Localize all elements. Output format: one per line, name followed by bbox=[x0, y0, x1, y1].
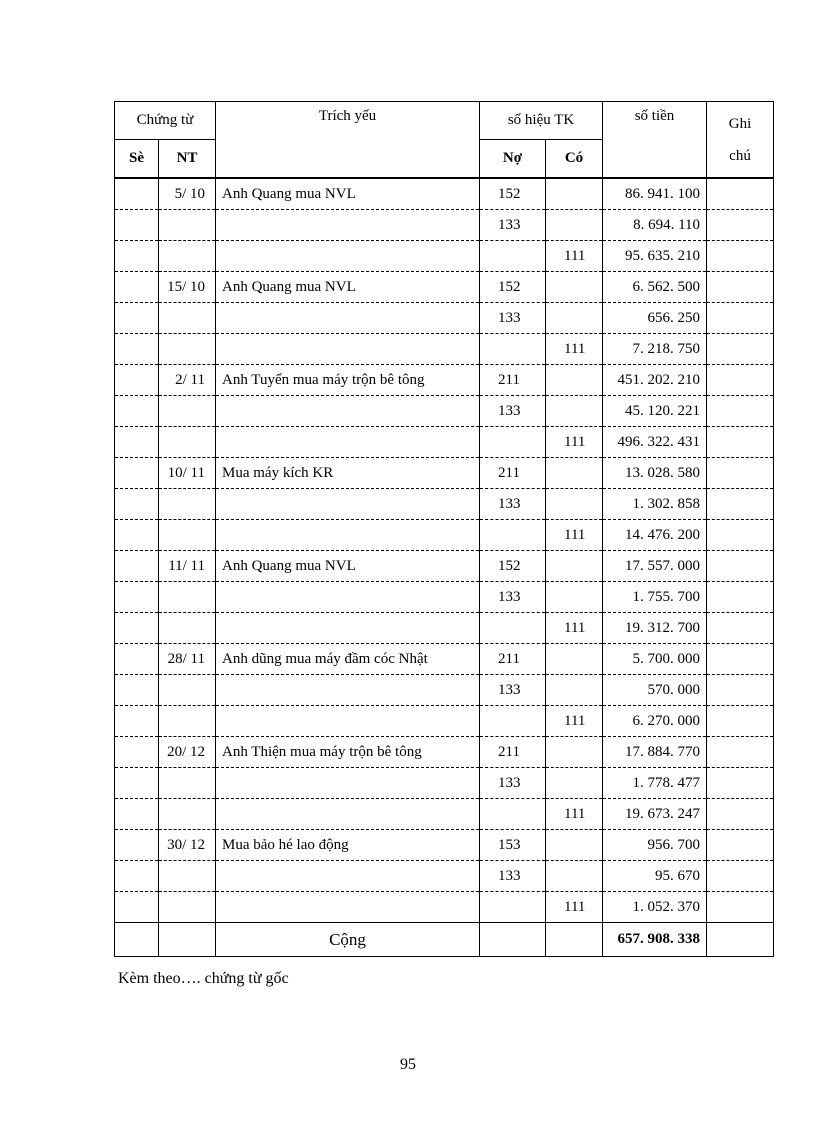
nt-cell bbox=[159, 334, 216, 365]
nt-cell: 5/ 10 bbox=[159, 178, 216, 210]
table-row bbox=[115, 551, 774, 582]
description-cell bbox=[216, 768, 480, 799]
note-cell bbox=[707, 892, 774, 923]
description-cell bbox=[216, 799, 480, 830]
credit-account-cell bbox=[546, 737, 603, 768]
description-cell bbox=[216, 334, 480, 365]
se-cell bbox=[115, 551, 159, 582]
debit-account-cell bbox=[480, 334, 546, 365]
description-cell: Anh dũng mua máy đầm cóc Nhật bbox=[216, 644, 480, 675]
note-cell bbox=[707, 178, 774, 210]
header-no: Nợ bbox=[480, 140, 546, 179]
description-cell bbox=[216, 582, 480, 613]
se-cell bbox=[115, 241, 159, 272]
credit-account-cell: 111 bbox=[546, 334, 603, 365]
credit-account-cell: 111 bbox=[546, 706, 603, 737]
se-cell bbox=[115, 830, 159, 861]
amount-cell: 17. 884. 770 bbox=[603, 737, 707, 768]
description-cell: Mua máy kích KR bbox=[216, 458, 480, 489]
ledger-table bbox=[114, 101, 774, 957]
debit-account-cell: 152 bbox=[480, 272, 546, 303]
description-cell bbox=[216, 675, 480, 706]
credit-account-cell: 111 bbox=[546, 613, 603, 644]
nt-cell bbox=[159, 241, 216, 272]
total-no-cell bbox=[480, 923, 546, 957]
debit-account-cell: 133 bbox=[480, 582, 546, 613]
se-cell bbox=[115, 520, 159, 551]
credit-account-cell bbox=[546, 644, 603, 675]
nt-cell bbox=[159, 582, 216, 613]
se-cell bbox=[115, 892, 159, 923]
amount-cell: 17. 557. 000 bbox=[603, 551, 707, 582]
amount-cell: 95. 635. 210 bbox=[603, 241, 707, 272]
header-trich-yeu: Trích yếu bbox=[216, 102, 480, 179]
total-nt-cell bbox=[159, 923, 216, 957]
amount-cell: 1. 755. 700 bbox=[603, 582, 707, 613]
table-row bbox=[115, 768, 774, 799]
table-row bbox=[115, 892, 774, 923]
note-cell bbox=[707, 365, 774, 396]
se-cell bbox=[115, 396, 159, 427]
note-cell bbox=[707, 489, 774, 520]
credit-account-cell bbox=[546, 675, 603, 706]
nt-cell bbox=[159, 210, 216, 241]
note-cell bbox=[707, 644, 774, 675]
credit-account-cell bbox=[546, 272, 603, 303]
total-row bbox=[115, 923, 774, 957]
description-cell bbox=[216, 613, 480, 644]
table-row bbox=[115, 582, 774, 613]
debit-account-cell: 211 bbox=[480, 458, 546, 489]
table-body bbox=[115, 178, 774, 957]
debit-account-cell: 133 bbox=[480, 861, 546, 892]
debit-account-cell bbox=[480, 706, 546, 737]
amount-cell: 95. 670 bbox=[603, 861, 707, 892]
debit-account-cell: 133 bbox=[480, 210, 546, 241]
nt-cell bbox=[159, 706, 216, 737]
se-cell bbox=[115, 272, 159, 303]
amount-cell: 8. 694. 110 bbox=[603, 210, 707, 241]
se-cell bbox=[115, 178, 159, 210]
table-row bbox=[115, 458, 774, 489]
table-row bbox=[115, 427, 774, 458]
note-cell bbox=[707, 737, 774, 768]
se-cell bbox=[115, 365, 159, 396]
nt-cell: 15/ 10 bbox=[159, 272, 216, 303]
header-se: Sè bbox=[115, 140, 159, 179]
total-se-cell bbox=[115, 923, 159, 957]
description-cell: Anh Quang mua NVL bbox=[216, 178, 480, 210]
nt-cell bbox=[159, 675, 216, 706]
header-nt: NT bbox=[159, 140, 216, 179]
nt-cell bbox=[159, 489, 216, 520]
description-cell bbox=[216, 520, 480, 551]
total-label: Cộng bbox=[216, 923, 480, 957]
description-cell bbox=[216, 303, 480, 334]
note-cell bbox=[707, 675, 774, 706]
debit-account-cell bbox=[480, 613, 546, 644]
table-row bbox=[115, 303, 774, 334]
amount-cell: 1. 778. 477 bbox=[603, 768, 707, 799]
note-cell bbox=[707, 582, 774, 613]
amount-cell: 570. 000 bbox=[603, 675, 707, 706]
credit-account-cell bbox=[546, 210, 603, 241]
note-cell bbox=[707, 551, 774, 582]
credit-account-cell: 111 bbox=[546, 520, 603, 551]
se-cell bbox=[115, 613, 159, 644]
se-cell bbox=[115, 768, 159, 799]
note-cell bbox=[707, 334, 774, 365]
amount-cell: 19. 673. 247 bbox=[603, 799, 707, 830]
amount-cell: 7. 218. 750 bbox=[603, 334, 707, 365]
debit-account-cell: 211 bbox=[480, 365, 546, 396]
debit-account-cell bbox=[480, 427, 546, 458]
description-cell bbox=[216, 427, 480, 458]
nt-cell: 28/ 11 bbox=[159, 644, 216, 675]
note-cell bbox=[707, 458, 774, 489]
se-cell bbox=[115, 210, 159, 241]
description-cell: Anh Quang mua NVL bbox=[216, 551, 480, 582]
debit-account-cell: 133 bbox=[480, 675, 546, 706]
credit-account-cell bbox=[546, 830, 603, 861]
debit-account-cell: 211 bbox=[480, 737, 546, 768]
description-cell bbox=[216, 396, 480, 427]
amount-cell: 956. 700 bbox=[603, 830, 707, 861]
debit-account-cell: 133 bbox=[480, 489, 546, 520]
se-cell bbox=[115, 706, 159, 737]
se-cell bbox=[115, 458, 159, 489]
se-cell bbox=[115, 644, 159, 675]
header-co: Có bbox=[546, 140, 603, 179]
amount-cell: 14. 476. 200 bbox=[603, 520, 707, 551]
debit-account-cell: 133 bbox=[480, 768, 546, 799]
nt-cell bbox=[159, 303, 216, 334]
note-cell bbox=[707, 427, 774, 458]
debit-account-cell bbox=[480, 520, 546, 551]
credit-account-cell bbox=[546, 365, 603, 396]
note-cell bbox=[707, 272, 774, 303]
nt-cell bbox=[159, 427, 216, 458]
credit-account-cell bbox=[546, 396, 603, 427]
table-row bbox=[115, 520, 774, 551]
note-cell bbox=[707, 303, 774, 334]
nt-cell bbox=[159, 520, 216, 551]
credit-account-cell: 111 bbox=[546, 427, 603, 458]
note-cell bbox=[707, 241, 774, 272]
se-cell bbox=[115, 861, 159, 892]
description-cell: Mua bảo hé lao động bbox=[216, 830, 480, 861]
note-cell bbox=[707, 613, 774, 644]
nt-cell bbox=[159, 799, 216, 830]
note-cell bbox=[707, 210, 774, 241]
table-row bbox=[115, 489, 774, 520]
amount-cell: 19. 312. 700 bbox=[603, 613, 707, 644]
table-row bbox=[115, 365, 774, 396]
amount-cell: 656. 250 bbox=[603, 303, 707, 334]
description-cell bbox=[216, 489, 480, 520]
description-cell: Anh Thiện mua máy trộn bê tông bbox=[216, 737, 480, 768]
amount-cell: 6. 562. 500 bbox=[603, 272, 707, 303]
description-cell bbox=[216, 241, 480, 272]
table-row bbox=[115, 830, 774, 861]
nt-cell bbox=[159, 613, 216, 644]
note-cell bbox=[707, 396, 774, 427]
table-row bbox=[115, 396, 774, 427]
note-cell bbox=[707, 768, 774, 799]
table-row bbox=[115, 737, 774, 768]
table-row bbox=[115, 706, 774, 737]
table-row bbox=[115, 210, 774, 241]
debit-account-cell bbox=[480, 241, 546, 272]
amount-cell: 45. 120. 221 bbox=[603, 396, 707, 427]
table-row bbox=[115, 861, 774, 892]
nt-cell bbox=[159, 861, 216, 892]
note-cell bbox=[707, 706, 774, 737]
credit-account-cell bbox=[546, 861, 603, 892]
credit-account-cell bbox=[546, 551, 603, 582]
description-cell bbox=[216, 892, 480, 923]
header-ghi-chu: Ghi chú bbox=[707, 102, 774, 179]
nt-cell: 30/ 12 bbox=[159, 830, 216, 861]
se-cell bbox=[115, 737, 159, 768]
credit-account-cell bbox=[546, 489, 603, 520]
total-co-cell bbox=[546, 923, 603, 957]
table-row bbox=[115, 241, 774, 272]
header-chung-tu: Chứng từ bbox=[115, 102, 216, 140]
note-cell bbox=[707, 799, 774, 830]
nt-cell bbox=[159, 768, 216, 799]
nt-cell: 11/ 11 bbox=[159, 551, 216, 582]
page-number: 95 bbox=[400, 1056, 416, 1073]
description-cell bbox=[216, 706, 480, 737]
total-amount: 657. 908. 338 bbox=[603, 923, 707, 957]
debit-account-cell: 211 bbox=[480, 644, 546, 675]
amount-cell: 451. 202. 210 bbox=[603, 365, 707, 396]
credit-account-cell bbox=[546, 303, 603, 334]
se-cell bbox=[115, 799, 159, 830]
note-cell bbox=[707, 830, 774, 861]
credit-account-cell bbox=[546, 178, 603, 210]
credit-account-cell bbox=[546, 458, 603, 489]
debit-account-cell bbox=[480, 799, 546, 830]
se-cell bbox=[115, 489, 159, 520]
table-row bbox=[115, 799, 774, 830]
se-cell bbox=[115, 427, 159, 458]
credit-account-cell: 111 bbox=[546, 892, 603, 923]
description-cell bbox=[216, 210, 480, 241]
debit-account-cell: 152 bbox=[480, 178, 546, 210]
description-cell: Anh Tuyển mua máy trộn bê tông bbox=[216, 365, 480, 396]
description-cell bbox=[216, 861, 480, 892]
table-header bbox=[115, 102, 774, 179]
table-row bbox=[115, 272, 774, 303]
amount-cell: 1. 302. 858 bbox=[603, 489, 707, 520]
amount-cell: 13. 028. 580 bbox=[603, 458, 707, 489]
note-cell bbox=[707, 861, 774, 892]
table-row bbox=[115, 644, 774, 675]
description-cell: Anh Quang mua NVL bbox=[216, 272, 480, 303]
nt-cell: 10/ 11 bbox=[159, 458, 216, 489]
attachment-note: Kèm theo…. chứng từ gốc bbox=[118, 970, 289, 987]
credit-account-cell: 111 bbox=[546, 799, 603, 830]
header-so-tien: số tiền bbox=[603, 102, 707, 179]
se-cell bbox=[115, 303, 159, 334]
table-row bbox=[115, 334, 774, 365]
table-row bbox=[115, 178, 774, 210]
debit-account-cell: 133 bbox=[480, 396, 546, 427]
nt-cell bbox=[159, 892, 216, 923]
debit-account-cell: 152 bbox=[480, 551, 546, 582]
amount-cell: 86. 941. 100 bbox=[603, 178, 707, 210]
amount-cell: 5. 700. 000 bbox=[603, 644, 707, 675]
amount-cell: 496. 322. 431 bbox=[603, 427, 707, 458]
credit-account-cell: 111 bbox=[546, 241, 603, 272]
debit-account-cell: 153 bbox=[480, 830, 546, 861]
header-so-hieu-tk: số hiệu TK bbox=[480, 102, 603, 140]
table-row bbox=[115, 613, 774, 644]
debit-account-cell: 133 bbox=[480, 303, 546, 334]
debit-account-cell bbox=[480, 892, 546, 923]
credit-account-cell bbox=[546, 768, 603, 799]
nt-cell bbox=[159, 396, 216, 427]
se-cell bbox=[115, 582, 159, 613]
total-note-cell bbox=[707, 923, 774, 957]
nt-cell: 20/ 12 bbox=[159, 737, 216, 768]
nt-cell: 2/ 11 bbox=[159, 365, 216, 396]
table-row bbox=[115, 675, 774, 706]
amount-cell: 6. 270. 000 bbox=[603, 706, 707, 737]
se-cell bbox=[115, 334, 159, 365]
note-cell bbox=[707, 520, 774, 551]
amount-cell: 1. 052. 370 bbox=[603, 892, 707, 923]
credit-account-cell bbox=[546, 582, 603, 613]
se-cell bbox=[115, 675, 159, 706]
